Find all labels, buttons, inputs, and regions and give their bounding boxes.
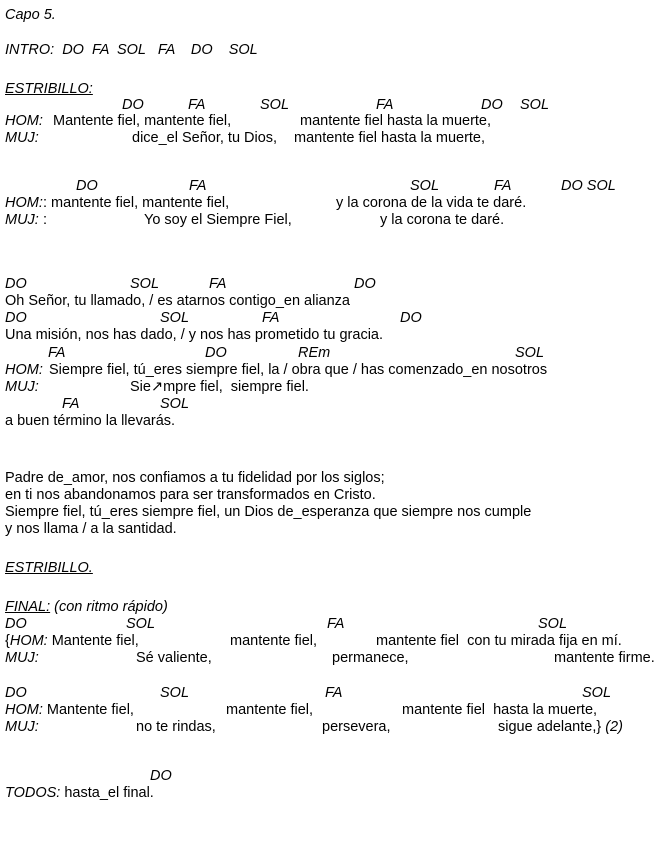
lyric-line: Mantente fiel, (42, 702, 134, 718)
repeat-marker: (2) (601, 719, 623, 735)
final-hom-line (5, 702, 134, 719)
chord: DO (481, 97, 503, 113)
lyric-line: mantente firme. (554, 650, 655, 666)
chord: DO (354, 276, 376, 292)
muj-label: MUJ: (5, 212, 39, 228)
chord: FA (48, 345, 66, 361)
chord: DO (122, 97, 144, 113)
muj-label: MUJ: (5, 130, 39, 146)
chord: REm (298, 345, 331, 361)
muj-label: MUJ: (5, 719, 39, 735)
chord: SOL (160, 310, 190, 326)
lyric-line: Una misión, nos has dado, / y nos has prometido tu gracia. (5, 327, 384, 343)
lyric-line: : mantente fiel, mantente fiel, (43, 195, 230, 211)
chord: SOL (410, 178, 440, 194)
lyric-line: mantente fiel hasta la muerte, (402, 702, 598, 718)
intro-label: INTRO: (5, 42, 55, 58)
chord: SOL (260, 97, 290, 113)
lyric-line: a buen término la llevarás. (5, 413, 176, 429)
lyric-line: sigue adelante,} (498, 719, 602, 735)
lyric-line: en ti nos abandonamos para ser transformados en Cristo. (5, 487, 376, 503)
chord: FA (262, 310, 280, 326)
chord: SOL (130, 276, 160, 292)
lyric-line: mantente fiel con tu mirada fija en mí. (376, 633, 622, 649)
lyric-line: Sie↗mpre fiel, siempre fiel. (130, 379, 309, 395)
lyric-line: Mantente fiel, mantente fiel, (53, 113, 232, 129)
lyric-line: permanece, (332, 650, 409, 666)
hom-label: HOM: (5, 195, 43, 211)
final-label: FINAL: (5, 599, 51, 615)
chord: FA (494, 178, 512, 194)
lyric-line: mantente fiel, (230, 633, 318, 649)
lyric-line: Oh Señor, tu llamado, / es atarnos contigo_en alianza (5, 293, 350, 309)
hom-label: HOM: (5, 362, 43, 378)
chord: DO (5, 685, 27, 701)
estribillo-heading: ESTRIBILLO: (5, 81, 93, 97)
chord: SOL (538, 616, 568, 632)
chord: DO (5, 276, 27, 292)
todos-label: TODOS: (5, 785, 61, 801)
chord: DO (400, 310, 422, 326)
estribillo-repeat-heading: ESTRIBILLO. (5, 560, 93, 576)
lyric-line: Padre de_amor, nos confiamos a tu fidelidad por los siglos; (5, 470, 385, 486)
muj-label: MUJ: (5, 379, 39, 395)
chord: FA (325, 685, 343, 701)
muj-label: MUJ: (5, 650, 39, 666)
final-hom-open (5, 633, 139, 650)
lyric-line: mantente fiel hasta la muerte, (294, 130, 486, 146)
final-heading (5, 599, 168, 616)
lyric-line: Siempre fiel, tú_eres siempre fiel, un Dios de_esperanza que siempre nos cumple (5, 504, 532, 520)
final-muj-end (498, 719, 623, 736)
chord: FA (188, 97, 206, 113)
todos-line (5, 785, 154, 802)
cutoff-header (0, 0, 670, 6)
intro-chords: DO FA SOL FA DO SOL (62, 42, 258, 58)
lyric-line: Sé valiente, (136, 650, 212, 666)
chord: SOL (515, 345, 545, 361)
chord: FA (62, 396, 80, 412)
chord: DO (150, 768, 172, 784)
chord: FA (209, 276, 227, 292)
lyric-line: Mantente fiel, (47, 633, 139, 649)
lyric-line: y la corona de la vida te daré. (336, 195, 527, 211)
lyric-line: mantente fiel, (226, 702, 314, 718)
chord: FA (189, 178, 207, 194)
lyric-line: Yo soy el Siempre Fiel, (144, 212, 292, 228)
chord: SOL (160, 396, 190, 412)
chord: SOL (126, 616, 156, 632)
chord: SOL (582, 685, 612, 701)
lyric-line: y nos llama / a la santidad. (5, 521, 177, 537)
lyric-line: mantente fiel hasta la muerte, (300, 113, 492, 129)
lyric-line: y la corona te daré. (380, 212, 505, 228)
chord: DO (76, 178, 98, 194)
chord: DO SOL (561, 178, 616, 194)
chord: FA (327, 616, 345, 632)
muj-colon: : (43, 212, 48, 228)
lyric-line: dice_el Señor, tu Dios, (132, 130, 278, 146)
chord: DO (5, 310, 27, 326)
brace-open: { (5, 633, 10, 649)
hom-label: HOM: (9, 633, 48, 649)
chord: FA (376, 97, 394, 113)
capo-note: Capo 5. (5, 7, 56, 23)
intro-line (5, 42, 258, 59)
final-note: (con ritmo rápido) (50, 599, 168, 615)
chord: SOL (160, 685, 190, 701)
chord: DO (5, 616, 27, 632)
lyric-line: Siempre fiel, tú_eres siempre fiel, la / obra que / has comenzado_en nosotros (49, 362, 548, 378)
hom-label: HOM: (5, 113, 43, 129)
hom-label: HOM: (5, 702, 43, 718)
lyric-line: no te rindas, (136, 719, 216, 735)
lyric-line: hasta_el final. (60, 785, 154, 801)
chord: SOL (520, 97, 550, 113)
chord: DO (205, 345, 227, 361)
lyric-line: persevera, (322, 719, 391, 735)
